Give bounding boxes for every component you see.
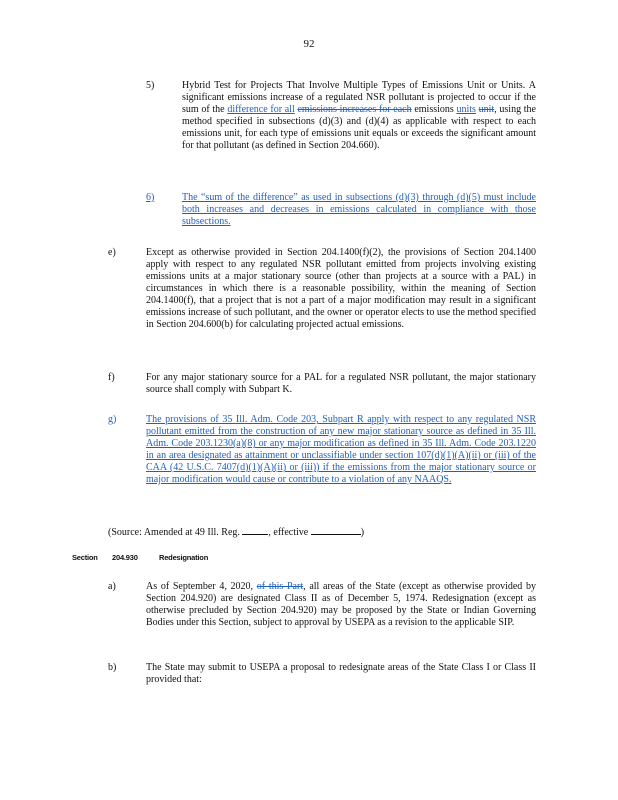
item-5-paragraph [182,80,536,152]
item-5-deletion-1: emissions increases for each [297,104,412,115]
item-5-insertion-2: units [456,104,476,115]
item-a-paragraph [146,581,536,629]
source-register-blank [242,525,268,535]
page-number: 92 [303,38,315,50]
item-5-text-3: , using the method specified in subsections (d)(3) and (d)(4) as applicable with respect to each emissions unit, for each type of emissions unit equals or exceeds the significant amount for that pollutant (as defined in Section 204.660). [182,104,536,151]
item-b-label: b) [108,662,117,673]
source-suffix: ) [360,527,365,538]
item-f-label: f) [108,372,115,383]
item-g-label: g) [108,414,117,425]
item-g-paragraph: The provisions of 35 Ill. Adm. Code 203, Subpart R apply with respect to any regulated NSR pollutant emitted from the construction of any new major stationary source as defined in 35 Ill. Adm. Code 203.1230(a)(8) or any major modification as defined in 35 Ill. Adm. Code 203.1220 in an area designated as attainment or unclassifiable under section 107(d)(1)(A)(ii) or (iii) of the CAA (42 U.S.C. 7407(d)(1)(A)(ii) or (iii)) if the emissions from the major stationary source or major modification would cause or contribute to a violation of any NAAQS. [146,414,536,485]
section-number: 204.930 [112,553,138,562]
item-5-text-2: emissions [411,104,457,115]
item-6-label: 6) [146,192,155,203]
item-5-deletion-2: unit [478,104,495,115]
section-label: Section [72,553,98,562]
item-e-paragraph: Except as otherwise provided in Section 204.1400(f)(2), the provisions of Section 204.1400 apply with respect to any regulated NSR pollutant emitted from projects involving existing emissions units at a major stationary source (other than projects at a source with a PAL) in circumstances in which there is a reasonable possibility, within the meaning of Section 204.1400(f), that a project that is not a part of a major modification may result in a significant emissions increase of such pollutant, and the owner or operator elects to use the method specified in Section 204.600(b) for calculating projected actual emissions. [146,247,536,330]
item-5-insertion-1: difference for all [227,104,295,115]
item-a-text-1: As of September 4, 2020, [146,581,257,592]
item-f-paragraph: For any major stationary source for a PAL for a regulated NSR pollutant, the major stationary source shall comply with Subpart K. [146,372,536,395]
item-a-text-2: , all areas of the State (except as otherwise provided by Section 204.920) are designated Class II as of December 5, 1974. Redesignation (except as otherwise precluded by Section 204.920) may be proposed by the State or Indian Governing Bodies under this Section, subject to approval by USEPA as a revision to the applicable SIP. [146,581,536,628]
item-a-deletion: of this Part [256,581,304,592]
item-5-label: 5) [146,80,155,91]
item-b-paragraph: The State may submit to USEPA a proposal to redesignate areas of the State Class I or Class II provided that: [146,662,536,685]
item-a-label: a) [108,581,116,592]
source-note [108,525,528,539]
source-middle: , effective [268,527,309,538]
item-5-text-1: Hybrid Test for Projects That Involve Multiple Types of Emissions Unit or Units. A significant emissions increase of a regulated NSR pollutant is projected to occur if the sum of the [182,80,536,115]
item-6-paragraph: The “sum of the difference” as used in subsections (d)(3) through (d)(5) must include both increases and decreases in emissions calculated in compliance with those subsections. [182,192,536,227]
section-title: Redesignation [159,553,209,562]
source-effective-blank [311,525,361,535]
source-prefix: (Source: Amended at 49 Ill. Reg. [108,527,240,538]
item-e-label: e) [108,247,116,258]
